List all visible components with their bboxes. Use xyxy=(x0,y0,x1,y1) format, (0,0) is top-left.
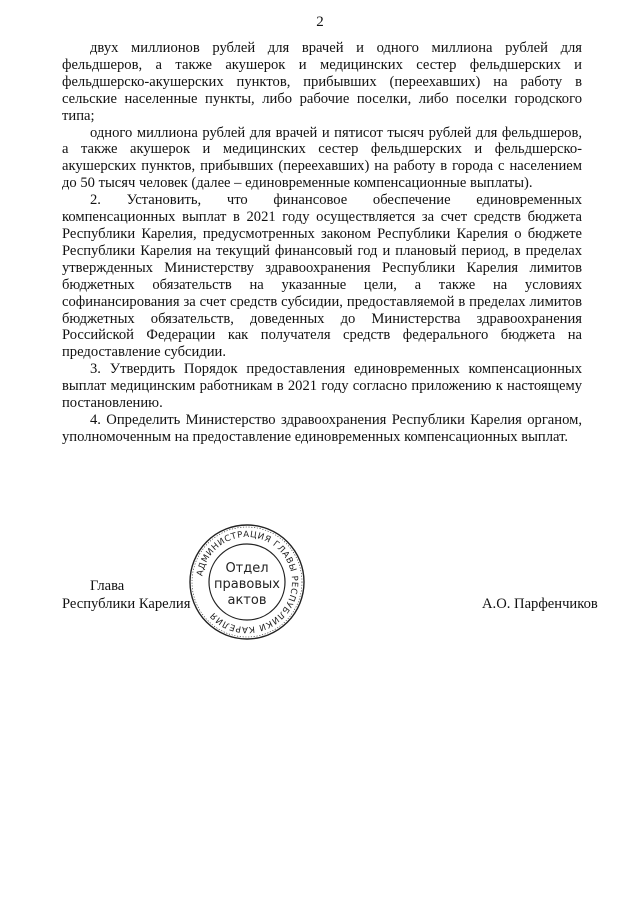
document-body xyxy=(62,40,582,446)
stamp-line3: актов xyxy=(227,593,267,608)
paragraph-item-4: 4. Определить Министерство здравоохранения Республики Карелия органом, уполномоченным на предоставление единовременных компенсационных выплат. xyxy=(62,411,582,445)
signatory-name: А.О. Парфенчиков xyxy=(482,596,598,612)
official-stamp xyxy=(187,522,307,642)
paragraph-item-3: 3. Утвердить Порядок предоставления единовременных компенсационных выплат медицинским работникам в 2021 году согласно приложению к настоящему постановлению. xyxy=(62,361,582,412)
stamp-line1: Отдел xyxy=(225,561,269,576)
signatory-title xyxy=(62,577,190,613)
signatory-title-line2: Республики Карелия xyxy=(62,596,191,612)
paragraph-item-2: 2. Установить, что финансовое обеспечение единовременных компенсационных выплат в 2021 году осуществляется за счет средств бюджета Республики Карелия, предусмотренных законом Республики Карелия о бюджете Республики Карелия на текущий финансовый год и плановый период, в пределах утвержденных Министерству здравоохранения Республики Карелия лимитов бюджетных обязательств на указанные цели, а также на условиях софинансирования за счет средств субсидии, предоставляемой в пределах лимитов бюджетных обязательств, доведенных до Министерства здравоохранения Российской Федерации как получателя средств федерального бюджета на предоставление субсидии. xyxy=(62,192,582,361)
signatory-title-line1: Глава xyxy=(90,578,125,594)
stamp-line2: правовых xyxy=(214,577,280,592)
page-number: 2 xyxy=(316,14,324,30)
paragraph-town-payments: одного миллиона рублей для врачей и пятисот тысяч рублей для фельдшеров, а также акушерок и медицинских сестер фельдшерских и фельдшерско-акушерских пунктов, прибывших (переехавших) на работу в города с населением до 50 тысяч человек (далее – единовременные компенсационные выплаты). xyxy=(62,124,582,192)
paragraph-rural-payments: двух миллионов рублей для врачей и одного миллиона рублей для фельдшеров, а также акушерок и медицинских сестер фельдшерских и фельдшерско-акушерских пунктов, прибывших (переехавших) на работу в сельские населенные пункты, либо рабочие поселки, либо поселки городского типа; xyxy=(62,40,582,124)
stamp-ring-text: АДМИНИСТРАЦИЯ ГЛАВЫ РЕСПУБЛИКИ КАРЕЛИЯ xyxy=(195,529,300,635)
